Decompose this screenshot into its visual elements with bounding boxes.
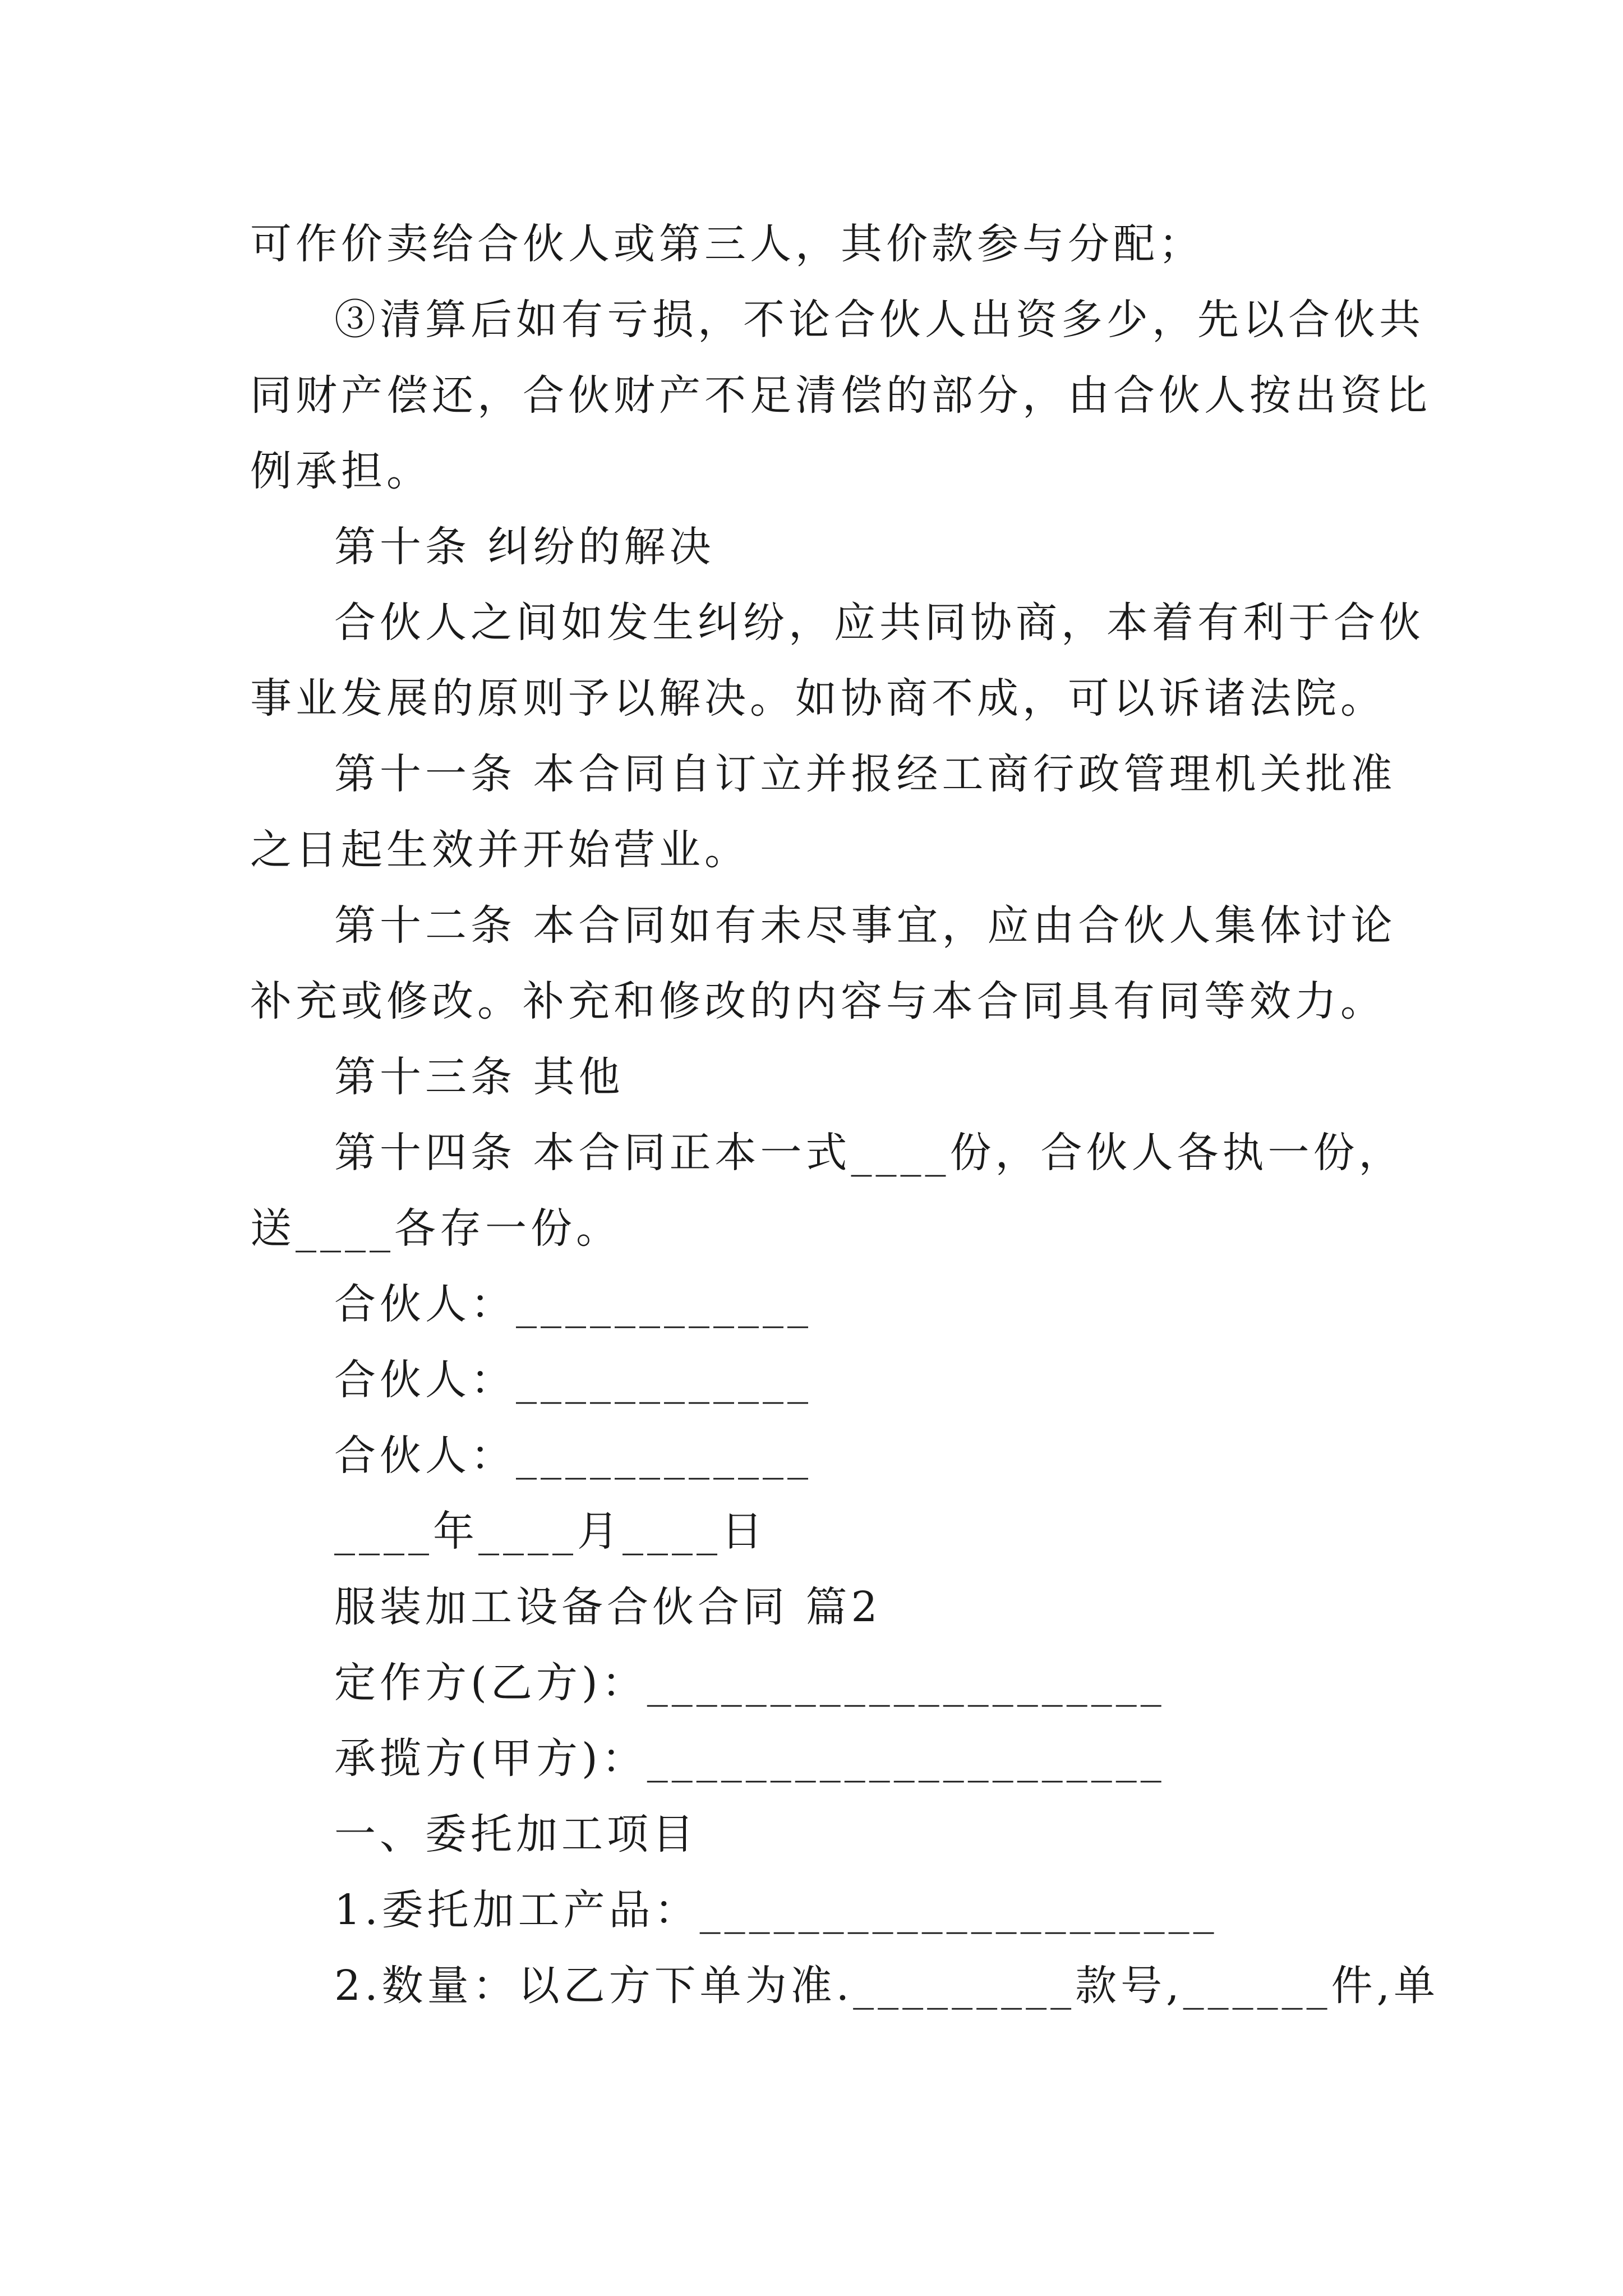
text-line: 第十四条 本合同正本一式____份，合伙人各执一份， (334, 1129, 1404, 1177)
party-line: 定作方(乙方)：_____________________ (334, 1659, 1165, 1707)
text-line: 合伙人之间如发生纠纷，应共同协商，本着有利于合伙 (334, 599, 1424, 647)
text-line: 同财产偿还，合伙财产不足清偿的部分，由合伙人按出资比 (250, 371, 1431, 420)
section-heading: 第十三条 其他 (334, 1053, 624, 1101)
text-line: 第十一条 本合同自订立并报经工商行政管理机关批准 (334, 750, 1396, 798)
section-heading: 第十条 纠纷的解决 (334, 523, 715, 571)
party-line: 承揽方(甲方)：_____________________ (334, 1734, 1165, 1783)
text-line: 送____各存一份。 (250, 1204, 621, 1253)
signature-line: 合伙人：____________ (334, 1432, 812, 1480)
text-line: 之日起生效并开始营业。 (250, 826, 750, 874)
signature-line: 合伙人：____________ (334, 1356, 812, 1404)
text-line: 2.数量：以乙方下单为准._________款号,______件,单 (334, 1962, 1440, 2010)
text-line: ③清算后如有亏损，不论合伙人出资多少，先以合伙共 (334, 296, 1424, 344)
text-line: 可作价卖给合伙人或第三人，其价款参与分配； (250, 220, 1204, 268)
text-line: 补充或修改。补充和修改的内容与本合同具有同等效力。 (250, 977, 1386, 1025)
text-line: 第十二条 本合同如有未尽事宜，应由合伙人集体讨论 (334, 901, 1396, 950)
date-line: ____年____月____日 (334, 1507, 767, 1556)
document-title: 服装加工设备合伙合同 篇2 (334, 1583, 882, 1631)
text-line: 1.委托加工产品：_____________________ (334, 1886, 1218, 1934)
signature-line: 合伙人：____________ (334, 1280, 812, 1328)
text-line: 事业发展的原则予以解决。如协商不成，可以诉诸法院。 (250, 674, 1386, 723)
section-heading: 一、委托加工项目 (334, 1810, 698, 1858)
text-line: 例承担。 (250, 447, 432, 495)
